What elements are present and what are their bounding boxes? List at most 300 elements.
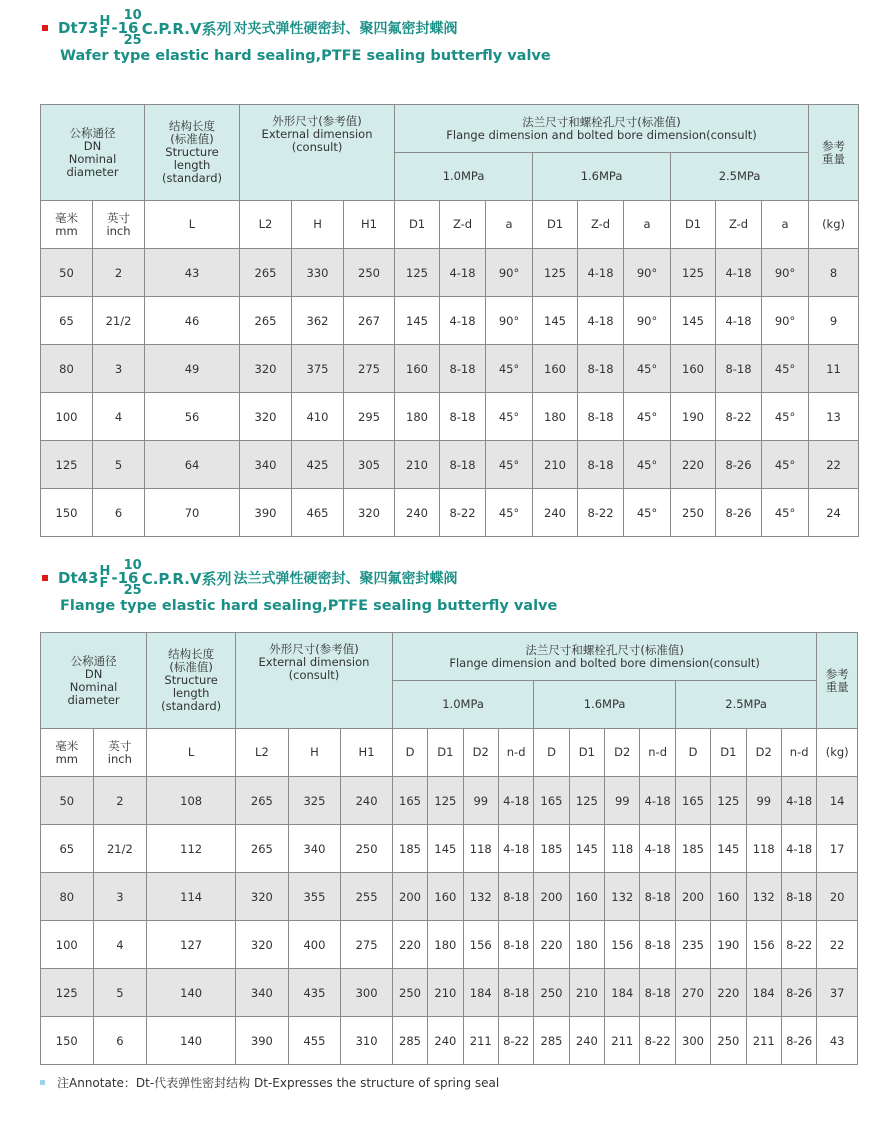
table-cell: 4-18 (498, 825, 533, 873)
table-cell: 45° (624, 441, 671, 489)
table-cell: 340 (236, 969, 289, 1017)
table-cell: 43 (145, 249, 240, 297)
table-cell: 8 (809, 249, 859, 297)
header-pressure: 1.0MPa (395, 153, 533, 201)
header-line: 公称通径 (69, 125, 116, 140)
table-cell: 150 (41, 1017, 94, 1065)
table-cell: 90° (762, 249, 809, 297)
table-cell: 320 (240, 345, 292, 393)
table-cell: 375 (292, 345, 344, 393)
bullet-icon (42, 575, 48, 581)
header-pressure: 1.0MPa (392, 681, 534, 729)
table-cell: 220 (711, 969, 746, 1017)
table-cell: 362 (292, 297, 344, 345)
table-cell: 267 (344, 297, 395, 345)
unit-cell: D1 (395, 201, 440, 249)
table-cell: 330 (292, 249, 344, 297)
table-cell: 37 (817, 969, 858, 1017)
unit-cell: D (534, 729, 569, 777)
table-cell: 8-18 (498, 921, 533, 969)
wafer-valve-table (40, 104, 859, 537)
table-cell: 5 (93, 441, 145, 489)
table-cell: 90° (624, 249, 671, 297)
section2-title-en: Flange type elastic hard sealing,PTFE sealing butterfly valve (60, 598, 558, 614)
header-pressure: 1.6MPa (534, 681, 676, 729)
unit-cell: L (145, 201, 240, 249)
header-pressure: 2.5MPa (671, 153, 809, 201)
header-line: Nominal (68, 151, 117, 166)
header-line: DN (84, 666, 103, 681)
table-cell: 145 (533, 297, 578, 345)
table-cell: 132 (463, 873, 498, 921)
table-cell: 320 (236, 873, 289, 921)
unit-cell: H1 (344, 201, 395, 249)
table-cell: 8-18 (440, 345, 486, 393)
unit-cell: a (486, 201, 533, 249)
table-cell: 65 (41, 825, 94, 873)
table-cell: 156 (605, 921, 640, 969)
header-line: length (172, 686, 210, 700)
table-row (41, 441, 859, 489)
header-pressure: 1.6MPa (533, 153, 671, 201)
table-cell: 4-18 (781, 825, 816, 873)
unit-cell: D (392, 729, 427, 777)
table-cell: 295 (344, 393, 395, 441)
unit-cn: 毫米 (55, 210, 78, 225)
table-cell: 265 (240, 249, 292, 297)
unit-cell (41, 729, 94, 777)
table-cell: 210 (395, 441, 440, 489)
header-line: 法兰尺寸和螺栓孔尺寸(标准值) (522, 114, 681, 129)
table-row (41, 393, 859, 441)
table-cell: 250 (671, 489, 716, 537)
header-line: 参考 (825, 666, 849, 681)
table-cell: 265 (236, 825, 289, 873)
table-row (41, 825, 858, 873)
table-cell: 4-18 (640, 777, 675, 825)
table-cell: 160 (671, 345, 716, 393)
table-cell: 8-22 (578, 489, 624, 537)
header-line: 参考 (822, 138, 846, 153)
table-cell: 90° (762, 297, 809, 345)
table-cell: 3 (93, 873, 147, 921)
unit-cell: D2 (746, 729, 781, 777)
table-cell: 165 (675, 777, 710, 825)
table-cell: 125 (533, 249, 578, 297)
table-cell: 8-26 (781, 969, 816, 1017)
table-cell: 125 (41, 969, 94, 1017)
unit-cell: H (292, 201, 344, 249)
table-cell: 165 (534, 777, 569, 825)
table-cell: 185 (534, 825, 569, 873)
table-cell: 156 (463, 921, 498, 969)
table-cell: 180 (533, 393, 578, 441)
table-cell: 310 (341, 1017, 393, 1065)
table-cell: 200 (675, 873, 710, 921)
section1-title-cn: 对夹式弹性硬密封、聚四氟密封蝶阀 (233, 21, 458, 37)
table-cell: 17 (817, 825, 858, 873)
table-cell: 320 (240, 393, 292, 441)
table-cell: 275 (344, 345, 395, 393)
table-cell: 455 (288, 1017, 341, 1065)
table-cell: 210 (533, 441, 578, 489)
header-external-dimension (240, 105, 395, 201)
header-line: 重量 (825, 679, 849, 694)
header-line: diameter (66, 164, 119, 179)
table-cell: 14 (817, 777, 858, 825)
table-cell: 320 (344, 489, 395, 537)
table-cell: 46 (145, 297, 240, 345)
table-cell: 220 (534, 921, 569, 969)
table-cell: 4-18 (640, 825, 675, 873)
header-line: External dimension (261, 127, 373, 141)
table-cell: 240 (395, 489, 440, 537)
table-cell: 50 (41, 777, 94, 825)
header-line: diameter (67, 692, 120, 707)
table-cell: 145 (671, 297, 716, 345)
header-line: External dimension (258, 655, 370, 669)
table-cell: 112 (147, 825, 236, 873)
table-row (41, 489, 859, 537)
table-cell: 250 (534, 969, 569, 1017)
table-cell: 250 (344, 249, 395, 297)
table-cell: 160 (428, 873, 463, 921)
table-cell: 8-22 (440, 489, 486, 537)
table-cell: 145 (428, 825, 463, 873)
table-cell: 235 (675, 921, 710, 969)
model-code: Dt73 H F - 10 16 25 C.P.R.V系列 (58, 7, 232, 48)
table-cell: 4-18 (578, 297, 624, 345)
header-weight (809, 105, 859, 201)
table-cell: 100 (41, 921, 94, 969)
header-line: Flange dimension and bolted bore dimension(consult) (446, 127, 757, 142)
unit-cn: 毫米 (55, 738, 79, 753)
table-cell: 8-26 (716, 441, 762, 489)
table-cell: 165 (392, 777, 427, 825)
table-cell: 8-18 (578, 441, 624, 489)
table-cell: 8-26 (781, 1017, 816, 1065)
table-cell: 265 (236, 777, 289, 825)
header-line: (标准值) (170, 132, 214, 146)
table-cell: 45° (762, 441, 809, 489)
table-cell: 100 (41, 393, 93, 441)
table-cell: 285 (392, 1017, 427, 1065)
header-nominal-diameter (41, 105, 145, 201)
header-line: Flange dimension and bolted bore dimension(consult) (449, 655, 760, 670)
table-cell: 160 (533, 345, 578, 393)
table-cell: 270 (675, 969, 710, 1017)
unit-cell: n-d (498, 729, 533, 777)
table-cell: 250 (392, 969, 427, 1017)
section1-heading (40, 7, 551, 64)
header-line: length (173, 158, 211, 172)
table-cell: 45° (762, 393, 809, 441)
table-cell: 11 (809, 345, 859, 393)
table-cell: 8-22 (498, 1017, 533, 1065)
table-cell: 99 (605, 777, 640, 825)
table-cell: 127 (147, 921, 236, 969)
table-cell: 5 (93, 969, 147, 1017)
table-cell: 145 (711, 825, 746, 873)
table-cell: 8-18 (578, 345, 624, 393)
table-cell: 8-22 (716, 393, 762, 441)
section1-title-en: Wafer type elastic hard sealing,PTFE sealing butterfly valve (60, 48, 551, 64)
header-structure-length (145, 105, 240, 201)
header-flange-dimension (392, 633, 817, 681)
table-cell: 132 (746, 873, 781, 921)
table-cell: 160 (395, 345, 440, 393)
table-cell: 2 (93, 249, 145, 297)
table-cell: 56 (145, 393, 240, 441)
table-cell: 465 (292, 489, 344, 537)
table-cell: 8-18 (640, 873, 675, 921)
header-structure-length (147, 633, 236, 729)
table-cell: 305 (344, 441, 395, 489)
annotation-note: 注Annotate：Dt-代表弹性密封结构 Dt-Expresses the structure of spring seal (40, 1074, 499, 1091)
table-cell: 45° (624, 345, 671, 393)
table-cell: 210 (569, 969, 604, 1017)
model-code: Dt43 H F - 10 16 25 C.P.R.V系列 (58, 557, 232, 598)
header-line: DN (83, 138, 102, 153)
table-cell: 50 (41, 249, 93, 297)
unit-cell: D2 (605, 729, 640, 777)
table-cell: 6 (93, 489, 145, 537)
unit-en: inch (106, 223, 131, 238)
unit-en: inch (107, 751, 132, 766)
table-cell: 80 (41, 873, 94, 921)
table-cell: 145 (569, 825, 604, 873)
table-cell: 125 (395, 249, 440, 297)
unit-cell: L (147, 729, 236, 777)
table-row (41, 921, 858, 969)
table-cell: 8-22 (781, 921, 816, 969)
table-cell: 184 (746, 969, 781, 1017)
table-cell: 8-18 (640, 969, 675, 1017)
unit-cell: Z-d (716, 201, 762, 249)
table-cell: 43 (817, 1017, 858, 1065)
table-cell: 180 (428, 921, 463, 969)
table-cell: 180 (569, 921, 604, 969)
table-cell: 240 (341, 777, 393, 825)
unit-cell: L2 (240, 201, 292, 249)
table-cell: 21/2 (93, 825, 147, 873)
table-cell: 4-18 (498, 777, 533, 825)
table-cell: 3 (93, 345, 145, 393)
table-cell: 70 (145, 489, 240, 537)
table-cell: 118 (605, 825, 640, 873)
table-cell: 185 (675, 825, 710, 873)
header-line: 外形尺寸(参考值) (269, 642, 359, 656)
table-cell: 8-18 (498, 969, 533, 1017)
unit-cell: n-d (640, 729, 675, 777)
table-cell: 140 (147, 969, 236, 1017)
table-cell: 180 (395, 393, 440, 441)
table-cell: 118 (746, 825, 781, 873)
table-cell: 4-18 (440, 297, 486, 345)
table-cell: 45° (624, 393, 671, 441)
header-line: 法兰尺寸和螺栓孔尺寸(标准值) (525, 642, 684, 657)
table-cell: 300 (675, 1017, 710, 1065)
unit-en: mm (55, 223, 78, 238)
table-cell: 125 (569, 777, 604, 825)
table-cell: 65 (41, 297, 93, 345)
table-cell: 8-18 (498, 873, 533, 921)
unit-cell: D2 (463, 729, 498, 777)
table-cell: 156 (746, 921, 781, 969)
table-cell: 400 (288, 921, 341, 969)
table-cell: 340 (240, 441, 292, 489)
table-cell: 4-18 (781, 777, 816, 825)
unit-cell: L2 (236, 729, 289, 777)
table-cell: 211 (463, 1017, 498, 1065)
header-line: 外形尺寸(参考值) (272, 114, 362, 128)
unit-cell: (kg) (809, 201, 859, 249)
table-cell: 250 (341, 825, 393, 873)
table-cell: 8-18 (578, 393, 624, 441)
table-cell: 211 (605, 1017, 640, 1065)
table-cell: 220 (392, 921, 427, 969)
table-cell: 185 (392, 825, 427, 873)
table-cell: 8-18 (440, 393, 486, 441)
bullet-icon (42, 25, 48, 31)
unit-cell: a (762, 201, 809, 249)
table-cell: 184 (605, 969, 640, 1017)
table-cell: 390 (236, 1017, 289, 1065)
table-cell: 45° (762, 489, 809, 537)
header-line: 结构长度 (168, 647, 215, 661)
table-cell: 435 (288, 969, 341, 1017)
header-nominal-diameter (41, 633, 147, 729)
unit-cell: Z-d (440, 201, 486, 249)
table-cell: 4-18 (716, 249, 762, 297)
table-cell: 4 (93, 921, 147, 969)
table-cell: 184 (463, 969, 498, 1017)
table-cell: 210 (428, 969, 463, 1017)
table-cell: 160 (711, 873, 746, 921)
unit-cell: D1 (671, 201, 716, 249)
unit-cell (93, 201, 145, 249)
unit-cell: n-d (781, 729, 816, 777)
table-cell: 125 (671, 249, 716, 297)
header-weight (817, 633, 858, 729)
unit-cell (93, 729, 147, 777)
table-cell: 125 (428, 777, 463, 825)
header-external-dimension (236, 633, 393, 729)
table-cell: 20 (817, 873, 858, 921)
section2-heading (40, 557, 558, 614)
unit-cell: Z-d (578, 201, 624, 249)
table-cell: 220 (671, 441, 716, 489)
table-row (41, 1017, 858, 1065)
table-cell: 4 (93, 393, 145, 441)
section2-title-cn: 法兰式弹性硬密封、聚四氟密封蝶阀 (233, 571, 458, 587)
table-cell: 211 (746, 1017, 781, 1065)
table-cell: 22 (817, 921, 858, 969)
unit-cell: a (624, 201, 671, 249)
header-line: (standard) (161, 699, 222, 713)
table-cell: 320 (236, 921, 289, 969)
table-cell: 145 (395, 297, 440, 345)
table-cell: 49 (145, 345, 240, 393)
unit-cell (41, 201, 93, 249)
table-cell: 265 (240, 297, 292, 345)
table-row (41, 297, 859, 345)
unit-en: mm (55, 751, 78, 766)
unit-cell: D1 (569, 729, 604, 777)
table-cell: 8-22 (640, 1017, 675, 1065)
table-cell: 21/2 (93, 297, 145, 345)
table-cell: 160 (569, 873, 604, 921)
table-cell: 118 (463, 825, 498, 873)
table-cell: 325 (288, 777, 341, 825)
table-cell: 90° (486, 297, 533, 345)
table-row (41, 249, 859, 297)
header-line: 重量 (822, 151, 846, 166)
table-cell: 150 (41, 489, 93, 537)
table-cell: 90° (486, 249, 533, 297)
table-row (41, 777, 858, 825)
table-cell: 4-18 (578, 249, 624, 297)
table-cell: 13 (809, 393, 859, 441)
table-cell: 45° (762, 345, 809, 393)
table-cell: 90° (624, 297, 671, 345)
table-cell: 355 (288, 873, 341, 921)
unit-cn: 英寸 (107, 210, 130, 225)
table-cell: 132 (605, 873, 640, 921)
header-line: (标准值) (169, 660, 213, 674)
table-cell: 99 (463, 777, 498, 825)
table-cell: 125 (711, 777, 746, 825)
table-cell: 45° (624, 489, 671, 537)
table-cell: 45° (486, 393, 533, 441)
table-cell: 390 (240, 489, 292, 537)
header-line: (consult) (288, 668, 340, 682)
header-line: 结构长度 (169, 119, 216, 133)
table-cell: 300 (341, 969, 393, 1017)
table-cell: 45° (486, 441, 533, 489)
table-cell: 45° (486, 345, 533, 393)
header-line: Nominal (69, 679, 118, 694)
table-cell: 190 (671, 393, 716, 441)
table-cell: 22 (809, 441, 859, 489)
table-cell: 8-18 (640, 921, 675, 969)
unit-cell: (kg) (817, 729, 858, 777)
table-cell: 425 (292, 441, 344, 489)
unit-cell: D1 (533, 201, 578, 249)
table-cell: 4-18 (440, 249, 486, 297)
header-flange-dimension (395, 105, 809, 153)
table-row (41, 345, 859, 393)
table-cell: 285 (534, 1017, 569, 1065)
unit-cell: D1 (428, 729, 463, 777)
header-line: (consult) (291, 140, 343, 154)
table-cell: 6 (93, 1017, 147, 1065)
table-cell: 108 (147, 777, 236, 825)
table-cell: 4-18 (716, 297, 762, 345)
table-cell: 275 (341, 921, 393, 969)
table-cell: 80 (41, 345, 93, 393)
table-cell: 240 (533, 489, 578, 537)
table-cell: 8-18 (716, 345, 762, 393)
unit-cell: H (288, 729, 341, 777)
table-cell: 99 (746, 777, 781, 825)
table-cell: 24 (809, 489, 859, 537)
table-cell: 8-18 (781, 873, 816, 921)
header-line: 公称通径 (70, 653, 117, 668)
table-cell: 45° (486, 489, 533, 537)
table-cell: 240 (569, 1017, 604, 1065)
unit-cn: 英寸 (108, 738, 132, 753)
